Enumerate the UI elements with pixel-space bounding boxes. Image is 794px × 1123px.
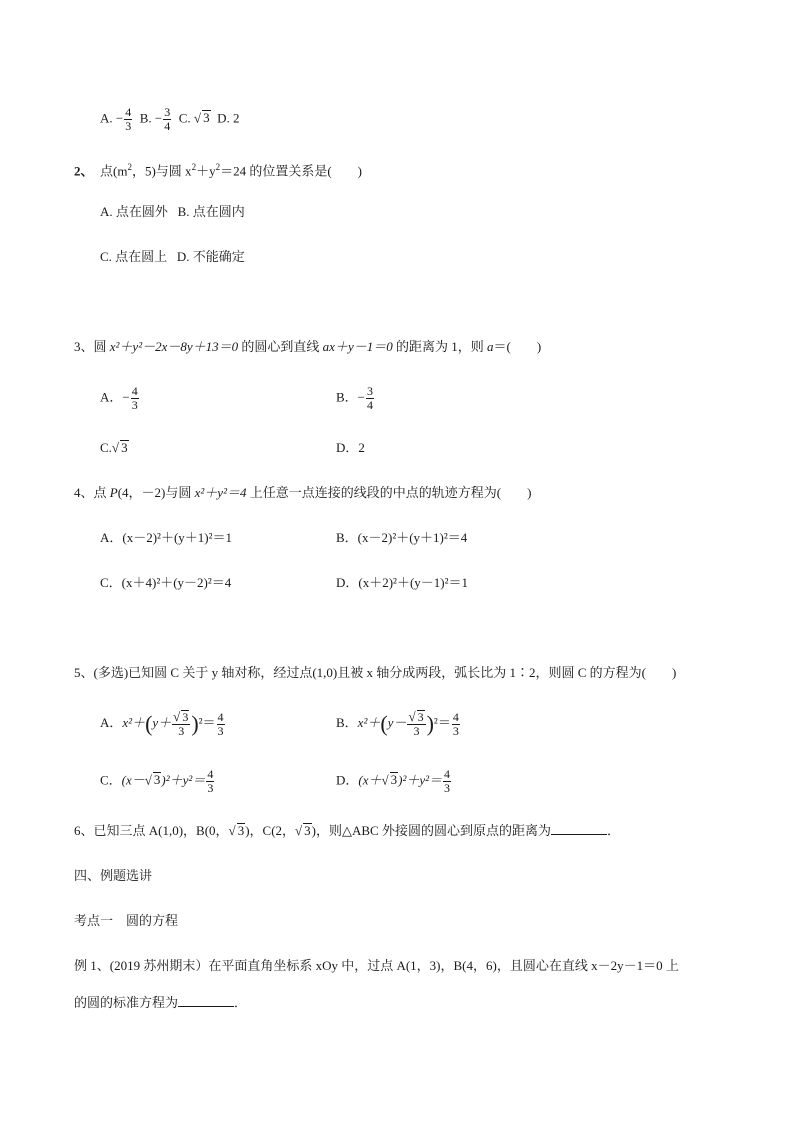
q1-options: A. − $\frac{4}{3}$ B. − $\frac{3}{4}$ C. √ 3 D. 2 bbox=[100, 105, 240, 133]
q3-opt-d: D．2 bbox=[336, 440, 365, 455]
q2-number: 2、 bbox=[74, 163, 94, 179]
q6-answer-blank[interactable] bbox=[551, 820, 607, 835]
section-title: 四、例题选讲 bbox=[74, 868, 153, 883]
q1-opt-c-sqrt: 3 bbox=[203, 110, 210, 126]
q2-opt-c: C. 点在圆上 bbox=[100, 249, 168, 264]
q2-options-row1 bbox=[100, 202, 245, 222]
q5-opt-b: B．x²＋(y－ $\frac{√ 3}{3}$ )²＝ $\frac{4}{3}$ bbox=[336, 709, 459, 738]
q3-opt-b: B．− $\frac{3}{4}$ bbox=[336, 384, 374, 412]
q2-opt-b: B. 点在圆内 bbox=[177, 204, 245, 219]
q1-opt-a-label: A. bbox=[100, 110, 113, 126]
q6-stem: 6、已知三点 A(1,0)，B(0，√ 3)，C(2，√ 3)，则△ABC 外接圆的圆心到原点的距离为 ． bbox=[74, 820, 620, 841]
q5-opt-d: D．(x＋√ 3)²＋y²＝ $\frac{4}{3}$ bbox=[336, 767, 451, 795]
example1-answer-blank[interactable] bbox=[178, 992, 234, 1007]
q4-opt-b: B．(x－2)²＋(y＋1)²＝4 bbox=[336, 530, 468, 545]
q1-opt-a-fraction: $\frac{4}{3}$ bbox=[125, 105, 132, 133]
example1-line2: 的圆的标准方程为 ． bbox=[74, 992, 247, 1013]
q4-stem: 4、点 P(4，－2)与圆 x²＋y²＝4 上任意一点连接的线段的中点的轨迹方程为( ) bbox=[74, 485, 532, 500]
q3-opt-c: C.√ 3 bbox=[100, 440, 128, 455]
q5-stem: 5、(多选)已知圆 C 关于 y 轴对称，经过点(1,0)且被 x 轴分成两段，弧长比为 1∶2，则圆 C 的方程为( ) bbox=[74, 665, 677, 680]
q2-options-row2 bbox=[100, 247, 245, 267]
q2-opt-a: A. 点在圆外 bbox=[100, 204, 168, 219]
q1-opt-b-label: B. bbox=[139, 110, 152, 126]
topic-heading: 考点一 圆的方程 bbox=[74, 913, 179, 928]
q2-stem: 2、 点($m^2$，5)与圆 $x^2+y^2=24$ 的位置关系是( ) bbox=[74, 162, 362, 179]
q3-opt-a: A．− $\frac{4}{3}$ bbox=[100, 384, 138, 412]
q5-opt-a: A．x²＋(y＋ $\frac{√ 3}{3}$ )²＝ $\frac{4}{3}$ bbox=[100, 709, 224, 738]
q5-opt-c: C．(x－√ 3)²＋y²＝ $\frac{4}{3}$ bbox=[100, 767, 214, 795]
q4-opt-a: A．(x－2)²＋(y＋1)²＝1 bbox=[100, 530, 232, 545]
q1-opt-b-fraction: $\frac{3}{4}$ bbox=[164, 105, 171, 133]
q1-opt-d: D. 2 bbox=[217, 110, 240, 126]
q2-opt-d: D. 不能确定 bbox=[176, 249, 245, 264]
q4-opt-d: D．(x＋2)²＋(y－1)²＝1 bbox=[336, 575, 468, 590]
q3-stem: 3、圆 x²＋y²－2x－8y＋13＝0 的圆心到直线 ax＋y－1＝0 的距离为 1，则 a＝( ) bbox=[74, 339, 542, 354]
q4-opt-c: C．(x＋4)²＋(y－2)²＝4 bbox=[100, 575, 232, 590]
example1-line1: 例 1、(2019 苏州期末）在平面直角坐标系 xOy 中，过点 A(1，3)，B(4，6)，且圆心在直线 x－2y－1＝0 上 bbox=[74, 958, 679, 973]
q1-opt-c-label: C. bbox=[178, 110, 191, 126]
